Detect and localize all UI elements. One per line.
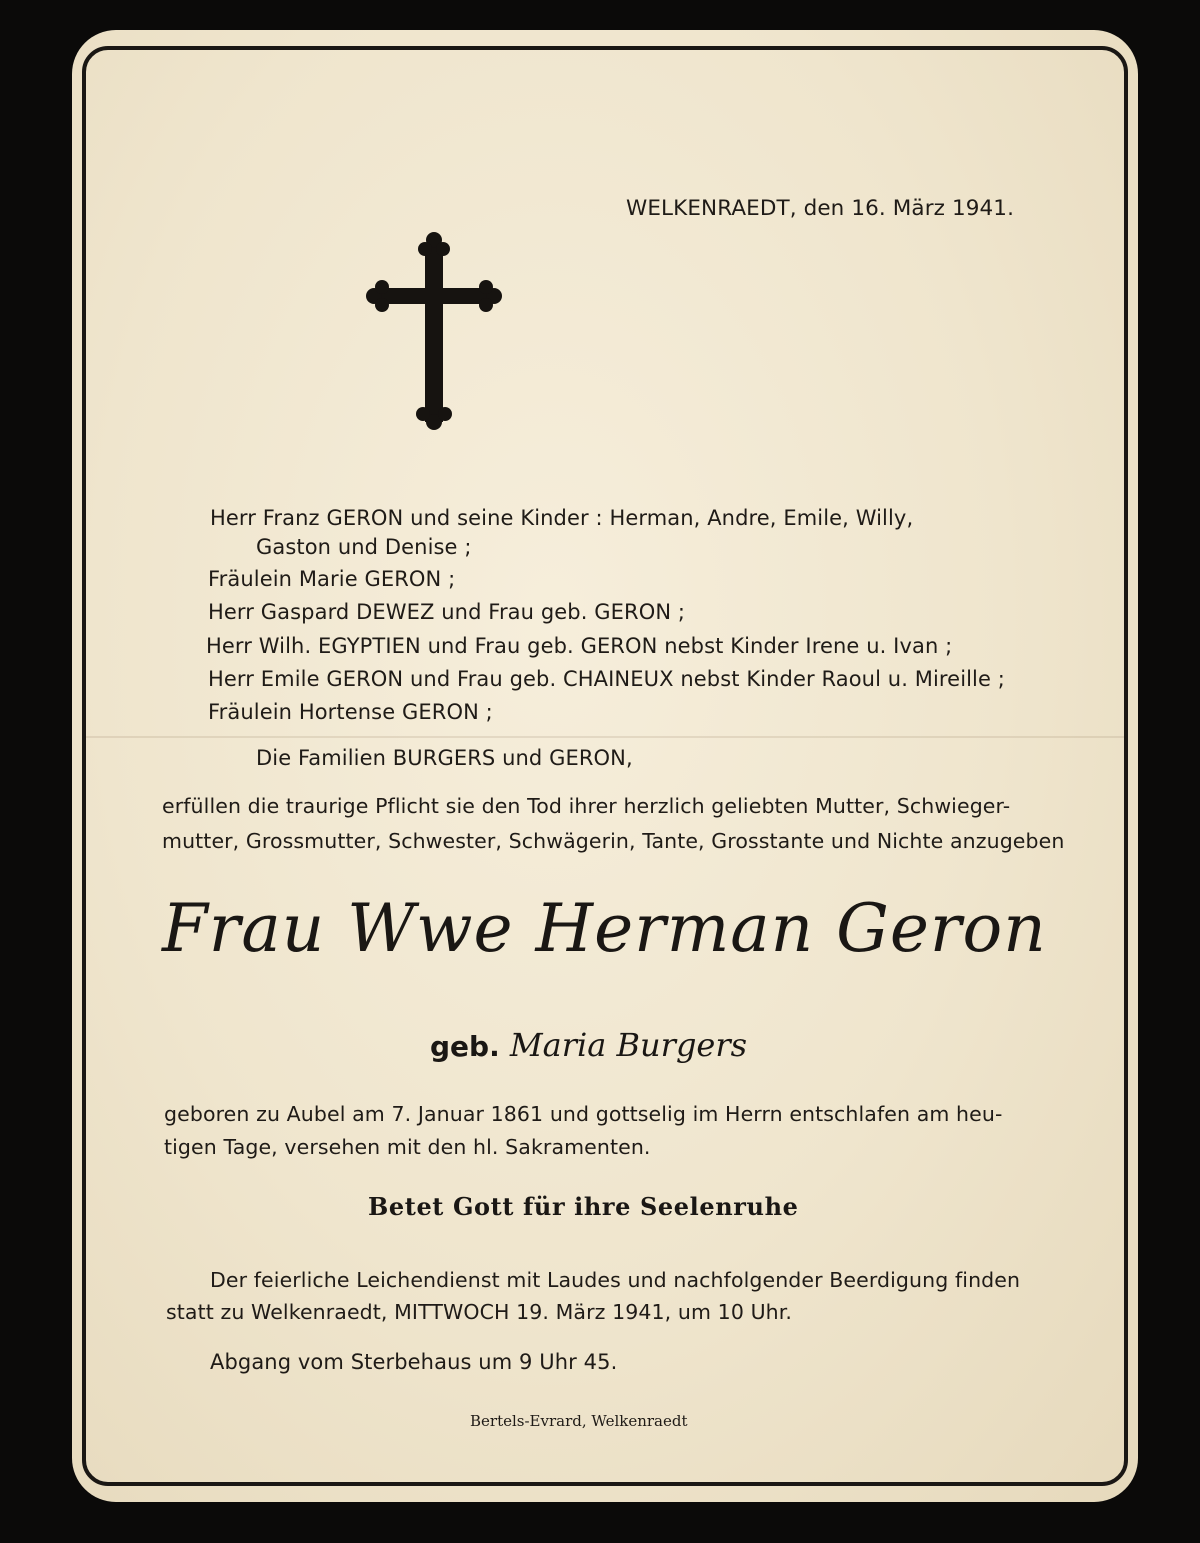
birth-name: Maria Burgers bbox=[509, 1026, 748, 1064]
announcement-line: erfüllen die traurige Pflicht sie den Tod ihrer herzlich geliebten Mutter, Schwieger- bbox=[162, 794, 1011, 818]
birth-info-line: geboren zu Aubel am 7. Januar 1861 und gottselig im Herrn entschlafen am heu- bbox=[164, 1102, 1003, 1126]
departure-line: Abgang vom Sterbehaus um 9 Uhr 45. bbox=[210, 1350, 618, 1374]
mourner-line: Herr Gaspard DEWEZ und Frau geb. GERON ; bbox=[208, 600, 686, 624]
mourner-line: Herr Emile GERON und Frau geb. CHAINEUX nebst Kinder Raoul u. Mireille ; bbox=[208, 667, 1005, 691]
birth-prefix: geb. bbox=[430, 1030, 500, 1063]
mourner-line: Gaston und Denise ; bbox=[256, 535, 472, 559]
death-notice-card bbox=[72, 30, 1138, 1502]
date-line: WELKENRAEDT, den 16. März 1941. bbox=[626, 196, 1015, 221]
cross-icon bbox=[366, 230, 502, 430]
service-line: Der feierliche Leichendienst mit Laudes und nachfolgender Beerdigung finden bbox=[210, 1268, 1021, 1292]
birth-info-line: tigen Tage, versehen mit den hl. Sakramenten. bbox=[164, 1135, 651, 1159]
service-line: statt zu Welkenraedt, MITTWOCH 19. März 1941, um 10 Uhr. bbox=[166, 1300, 793, 1324]
fold-crease bbox=[86, 736, 1124, 738]
birth-name-line bbox=[430, 1026, 747, 1064]
announcement-line: mutter, Grossmutter, Schwester, Schwägerin, Tante, Grosstante und Nichte anzugeben bbox=[162, 829, 1065, 853]
prayer-heading: Betet Gott für ihre Seelenruhe bbox=[368, 1192, 799, 1221]
mourner-line: Herr Wilh. EGYPTIEN und Frau geb. GERON nebst Kinder Irene u. Ivan ; bbox=[206, 634, 953, 658]
mourner-line: Fräulein Hortense GERON ; bbox=[208, 700, 493, 724]
deceased-name: Frau Wwe Herman Geron bbox=[162, 890, 1047, 967]
mourner-line: Herr Franz GERON und seine Kinder : Herman, Andre, Emile, Willy, bbox=[210, 506, 914, 530]
families-line: Die Familien BURGERS und GERON, bbox=[256, 746, 633, 770]
printer-credit: Bertels-Evrard, Welkenraedt bbox=[470, 1412, 688, 1430]
mourner-line: Fräulein Marie GERON ; bbox=[208, 567, 456, 591]
